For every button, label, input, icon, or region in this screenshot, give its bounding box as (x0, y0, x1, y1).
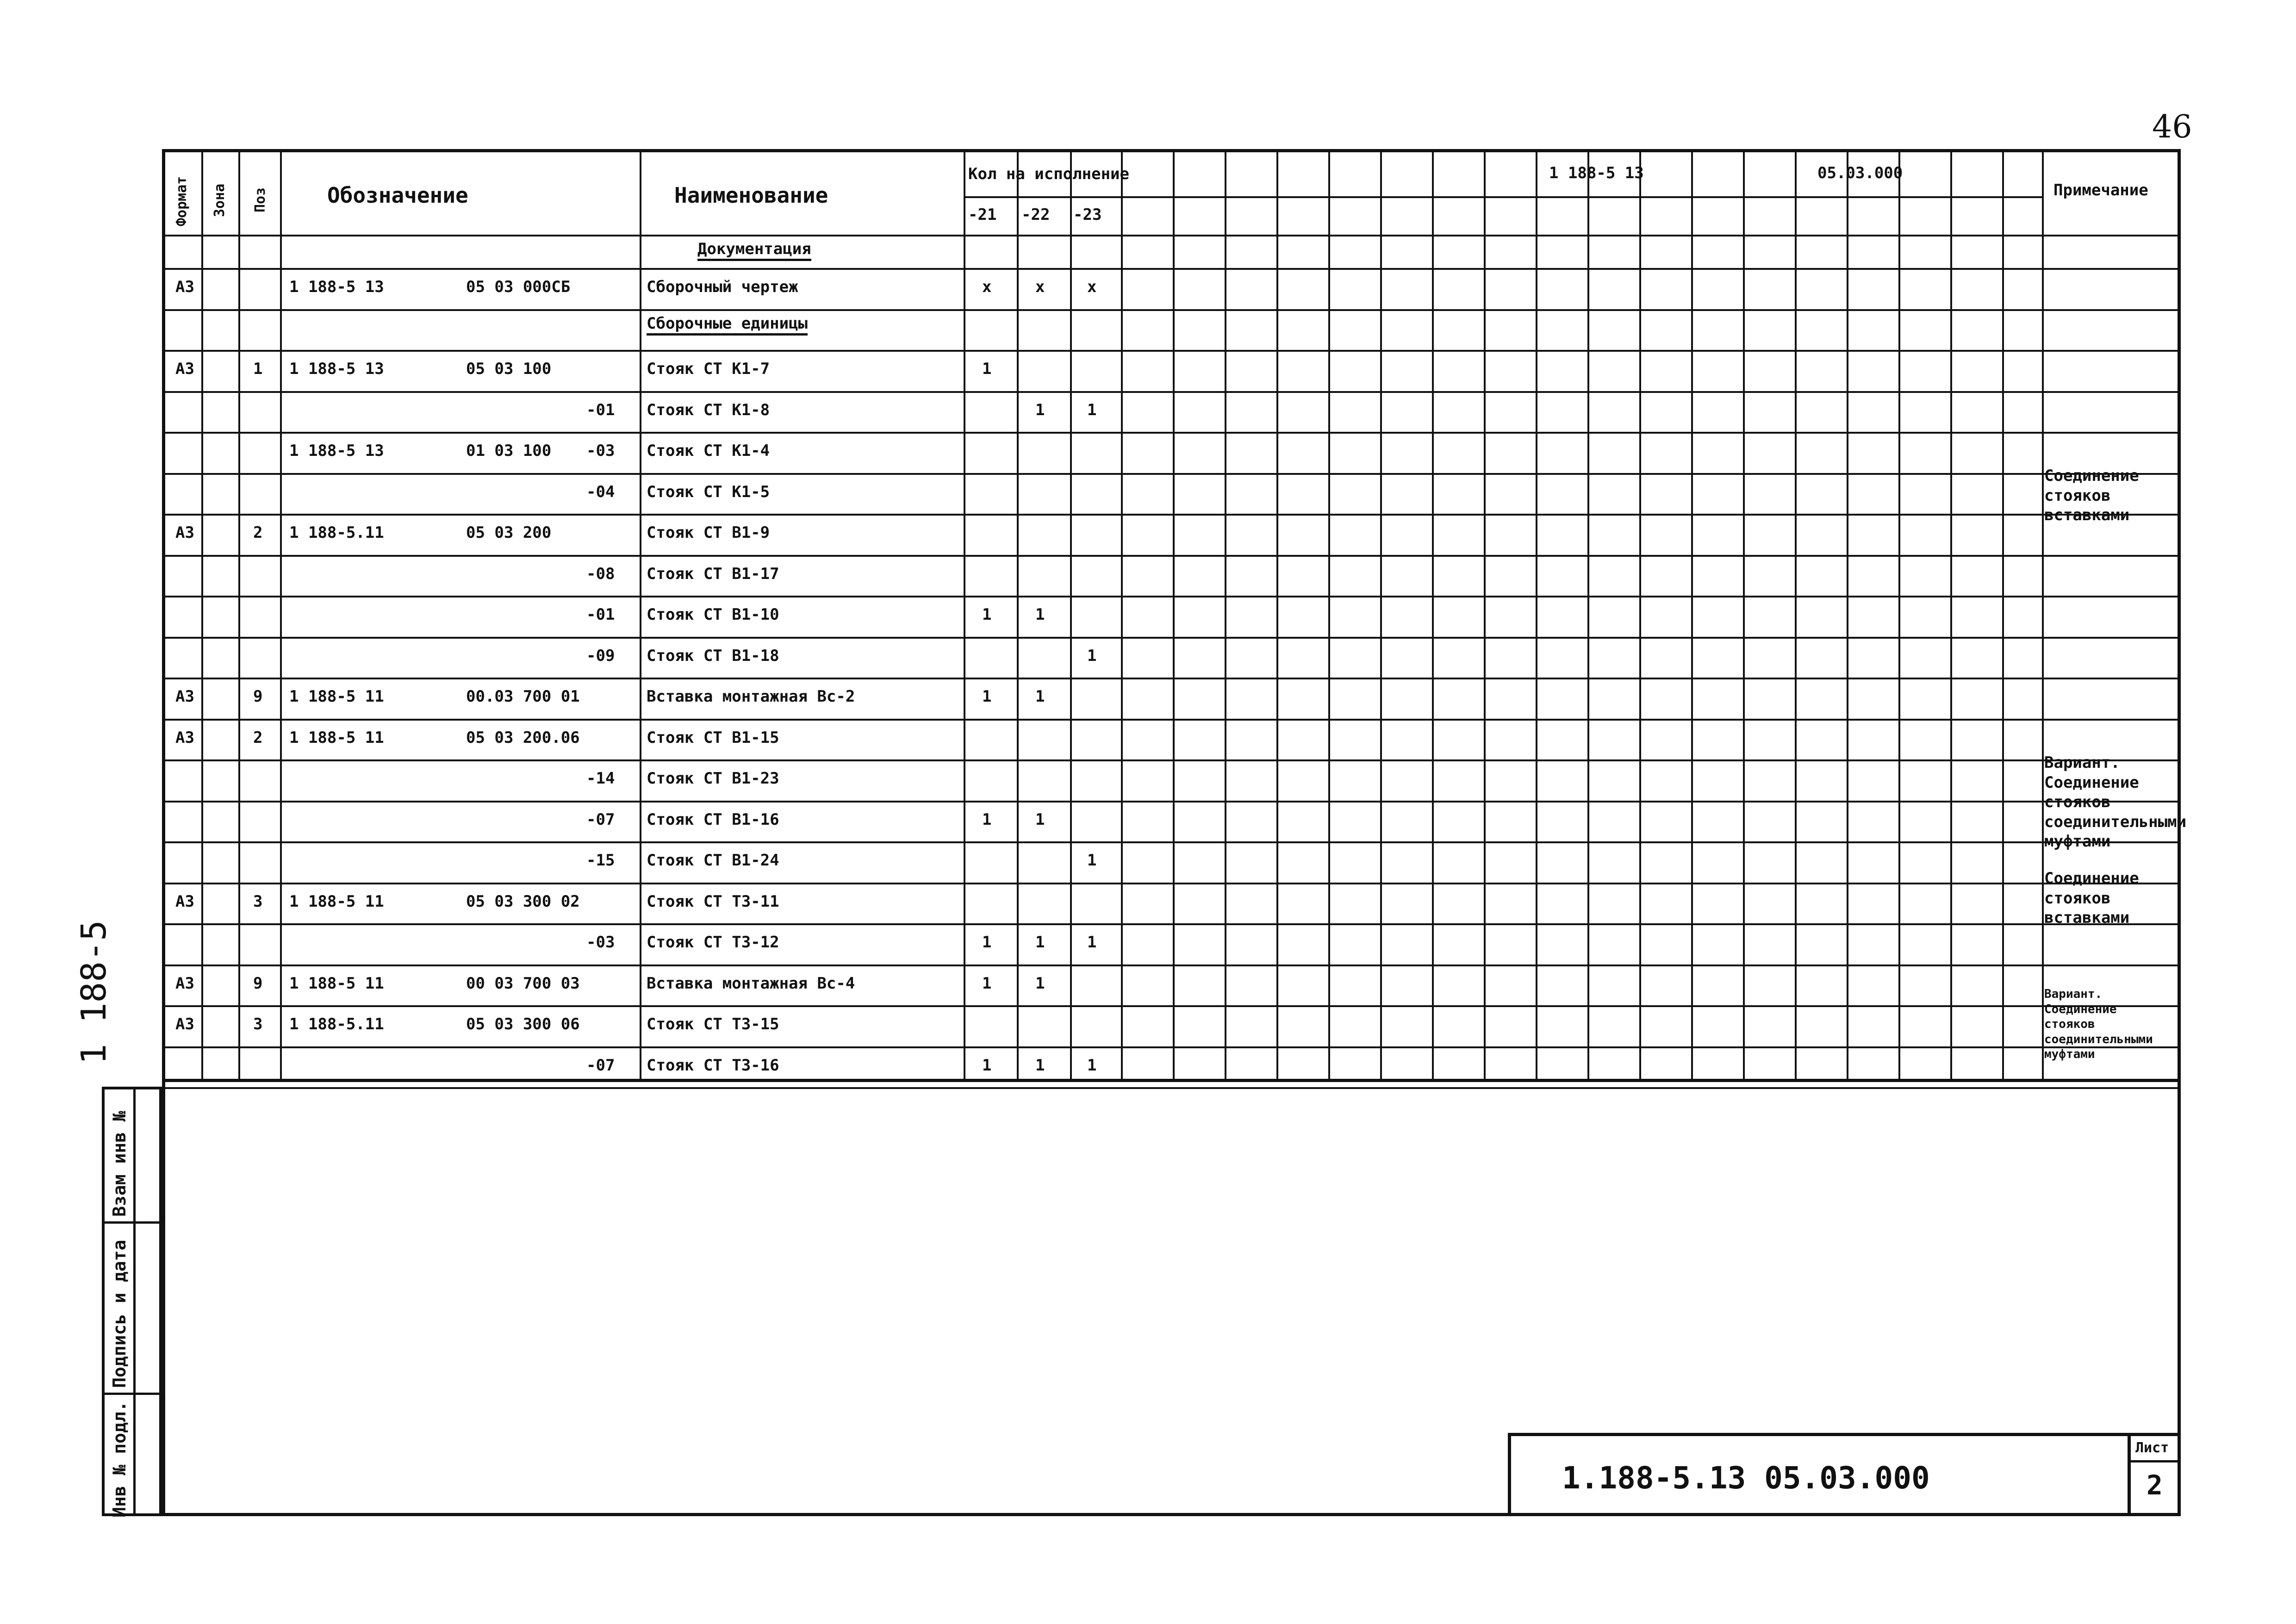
row-designation-suffix: -03 (586, 933, 615, 952)
row-designation-suffix: -15 (586, 851, 615, 870)
row-name: Стояк СТ К1-7 (647, 360, 770, 378)
row-qty: х (1035, 278, 1045, 296)
row-name: Сборочный чертеж (647, 278, 798, 296)
column-line (2002, 152, 2004, 1079)
column-line (1898, 152, 1900, 1079)
column-line (1536, 152, 1537, 1079)
column-line (1950, 152, 1952, 1079)
title-block (1508, 1433, 2181, 1516)
designation-header: Обозначение (327, 183, 468, 208)
row-name: Стояк СТ В1-10 (647, 605, 779, 624)
row-qty: 1 (1087, 646, 1097, 665)
row-note: Соединение стояков вставками (2044, 467, 2139, 524)
row-name: Стояк СТ В1-17 (647, 564, 779, 583)
row-format: А3 (175, 728, 194, 747)
row-designation-number: 05 03 300 06 (466, 1015, 580, 1033)
row-designation: 1 188-5 13 (289, 442, 384, 460)
row-pos: 9 (253, 687, 263, 706)
row-line (165, 1005, 2178, 1007)
row-qty: 1 (982, 974, 992, 993)
column-line (1432, 152, 1434, 1079)
row-designation-suffix: -03 (586, 442, 615, 460)
row-qty: 1 (1035, 933, 1045, 952)
column-line (1017, 152, 1019, 1079)
sheet-number: 2 (2147, 1469, 2163, 1501)
row-designation-number: 05 03 300 02 (466, 892, 580, 911)
row-line (165, 432, 2178, 434)
variant-header: -21 (968, 205, 997, 224)
side-code: 1 188-5 (74, 920, 114, 1064)
page-number: 46 (2152, 109, 2192, 145)
row-note: Соединение стояков вставками (2044, 869, 2139, 927)
row-line (165, 759, 2178, 761)
row-qty: 1 (1087, 1056, 1097, 1075)
column-line (280, 152, 282, 1079)
row-name: Стояк СТ К1-8 (647, 400, 770, 419)
row-qty: 1 (982, 605, 992, 624)
row-name: Стояк СТ В1-24 (647, 851, 779, 870)
row-designation-suffix: -07 (586, 1056, 615, 1075)
row-note: Вариант. Соединение стояков соединительными муфтами (2044, 753, 2187, 851)
row-name: Стояк СТ К1-5 (647, 482, 770, 501)
column-line (1587, 152, 1589, 1079)
column-line (1639, 152, 1641, 1079)
row-qty: 1 (982, 933, 992, 952)
row-line (165, 719, 2178, 721)
row-name: Стояк СТ Т3-16 (647, 1056, 779, 1075)
header-line (165, 235, 2178, 236)
row-designation: 1 188-5.11 (289, 1015, 384, 1033)
section-documentation: Документация (697, 241, 811, 261)
format-header: Формат (174, 176, 190, 226)
row-qty: 1 (982, 360, 992, 378)
zone-header: Зона (212, 183, 228, 217)
row-qty: х (982, 278, 992, 296)
row-name: Стояк СТ Т3-15 (647, 1015, 779, 1033)
row-qty: 1 (1035, 687, 1045, 706)
column-line (1225, 152, 1226, 1079)
doc-code-header: 1 188-5 13 (1549, 164, 1644, 182)
row-line (165, 391, 2178, 393)
row-format: А3 (175, 892, 194, 911)
row-name: Стояк СТ В1-15 (647, 728, 779, 747)
row-line (165, 801, 2178, 803)
row-name: Стояк СТ К1-4 (647, 442, 770, 460)
row-line (165, 514, 2178, 516)
column-line (238, 152, 240, 1079)
row-designation-number: 00.03 700 01 (466, 687, 580, 706)
row-format: А3 (175, 278, 194, 296)
qty-header: Кол на исполнение (968, 165, 1129, 183)
row-format: А3 (175, 974, 194, 993)
column-line (1795, 152, 1797, 1079)
row-name: Стояк СТ В1-18 (647, 646, 779, 665)
row-name: Стояк СТ В1-23 (647, 769, 779, 788)
row-line (165, 964, 2178, 966)
row-name: Вставка монтажная Вс-4 (647, 974, 855, 993)
row-qty: 1 (1087, 933, 1097, 952)
row-line (165, 1046, 2178, 1048)
column-line (1121, 152, 1123, 1079)
specification-table (162, 149, 2187, 1082)
row-line (165, 350, 2178, 352)
doc-number-header: 05.03.000 (1817, 164, 1903, 182)
row-designation: 1 188-5.11 (289, 523, 384, 542)
row-qty: 1 (1035, 400, 1045, 419)
row-qty: 1 (1035, 1056, 1045, 1075)
row-format: А3 (175, 523, 194, 542)
column-line (1691, 152, 1693, 1079)
qty-subheader-line (964, 196, 2042, 198)
row-qty: х (1087, 278, 1097, 296)
row-designation-suffix: -01 (586, 605, 615, 624)
row-designation-suffix: -08 (586, 564, 615, 583)
row-designation: 1 188-5 11 (289, 892, 384, 911)
column-line (1328, 152, 1330, 1079)
row-name: Стояк СТ В1-16 (647, 810, 779, 829)
section-assemblies: Сборочные единицы (647, 316, 808, 336)
row-format: А3 (175, 687, 194, 706)
name-header: Наименование (674, 183, 828, 208)
row-line (165, 678, 2178, 679)
row-line (165, 883, 2178, 884)
signature-date-label: Подпись и дата (109, 1239, 130, 1388)
row-name: Вставка монтажная Вс-2 (647, 687, 855, 706)
replaced-inv-label: Взам инв № (109, 1111, 130, 1217)
column-line (2042, 152, 2044, 1079)
column-line (1484, 152, 1486, 1079)
column-line (1173, 152, 1175, 1079)
column-line (964, 152, 965, 1079)
row-format: А3 (175, 1015, 194, 1033)
row-line (165, 555, 2178, 557)
row-designation-suffix: -01 (586, 400, 615, 419)
column-line (201, 152, 203, 1079)
note-header: Примечание (2053, 181, 2148, 199)
row-designation: 1 188-5 13 (289, 278, 384, 296)
row-designation-number: 01 03 100 (466, 442, 552, 460)
row-pos: 3 (253, 1015, 263, 1033)
column-line (1847, 152, 1848, 1079)
column-line (1743, 152, 1745, 1079)
row-qty: 1 (1087, 400, 1097, 419)
row-designation-suffix: -14 (586, 769, 615, 788)
row-line (165, 923, 2178, 925)
row-qty: 1 (1035, 605, 1045, 624)
row-designation-number: 05 03 100 (466, 360, 552, 378)
row-line (165, 637, 2178, 639)
row-name: Стояк СТ Т3-11 (647, 892, 779, 911)
column-line (640, 152, 641, 1079)
column-line (1070, 152, 1072, 1079)
row-qty: 1 (982, 687, 992, 706)
row-designation-suffix: -09 (586, 646, 615, 665)
left-stamp-strip (102, 1087, 162, 1516)
row-designation-number: 05 03 200 (466, 523, 552, 542)
row-name: Стояк СТ Т3-12 (647, 933, 779, 952)
column-line (1380, 152, 1382, 1079)
row-format: А3 (175, 360, 194, 378)
row-line (165, 268, 2178, 270)
row-qty: 1 (982, 810, 992, 829)
row-pos: 2 (253, 728, 263, 747)
row-line (165, 473, 2178, 475)
row-pos: 2 (253, 523, 263, 542)
row-line (165, 309, 2178, 311)
row-pos: 3 (253, 892, 263, 911)
inv-number-label: Инв № подл. (109, 1401, 130, 1518)
row-qty: 1 (1087, 851, 1097, 870)
variant-header: -23 (1073, 205, 1102, 224)
sheet-label: Лист (2135, 1440, 2169, 1456)
row-designation-number: 05 03 200.06 (466, 728, 580, 747)
row-note: Вариант. Соединение стояков соединительными муфтами (2044, 987, 2153, 1061)
row-designation: 1 188-5 11 (289, 974, 384, 993)
row-designation: 1 188-5 11 (289, 728, 384, 747)
row-designation-number: 05 03 000СБ (466, 278, 571, 296)
row-designation-suffix: -07 (586, 810, 615, 829)
row-line (165, 596, 2178, 597)
row-name: Стояк СТ В1-9 (647, 523, 770, 542)
pos-header: Поз (252, 187, 268, 212)
row-pos: 9 (253, 974, 263, 993)
row-designation: 1 188-5 13 (289, 360, 384, 378)
row-qty: 1 (982, 1056, 992, 1075)
row-qty: 1 (1035, 974, 1045, 993)
row-qty: 1 (1035, 810, 1045, 829)
variant-header: -22 (1021, 205, 1050, 224)
column-line (1276, 152, 1278, 1079)
row-designation-number: 00 03 700 03 (466, 974, 580, 993)
row-designation-suffix: -04 (586, 482, 615, 501)
row-line (165, 841, 2178, 843)
row-designation: 1 188-5 11 (289, 687, 384, 706)
document-code: 1.188-5.13 05.03.000 (1562, 1460, 1930, 1496)
row-pos: 1 (253, 360, 263, 378)
